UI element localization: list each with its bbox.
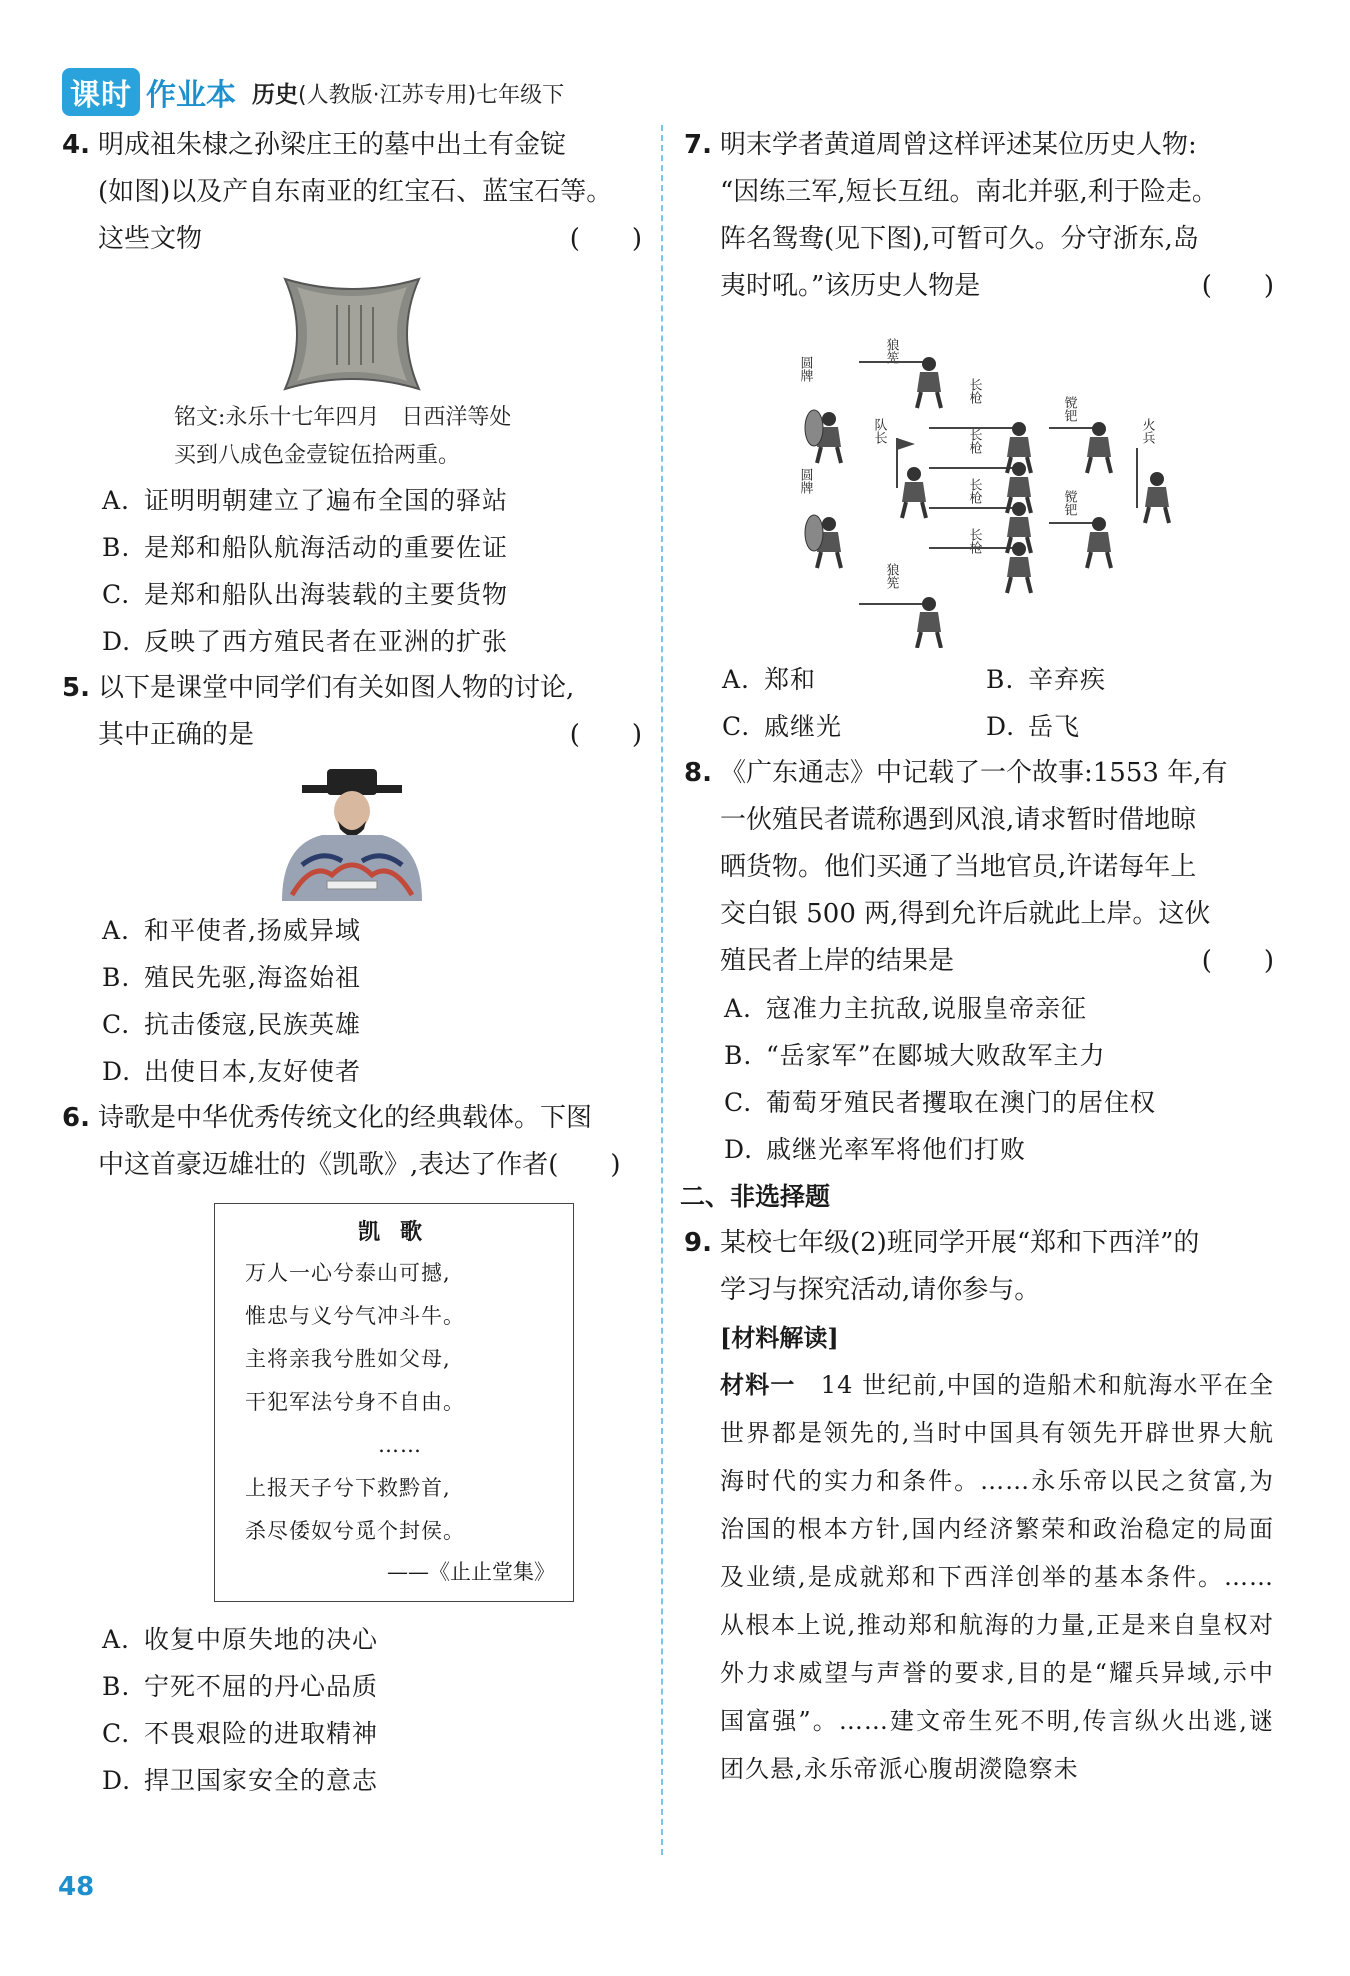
page-number: 48: [58, 1872, 95, 1902]
question-8: 8. 《广东通志》中记载了一个故事:1553 年,有 一伙殖民者谎称遇到风浪,请求暂时借地晾 晒货物。他们买通了当地官员,许诺每年上 交白银 500 两,得到允许后就此上岸。这伙 殖民者上岸的结果是 ( ) A. 寇准力主抗敌,说服皇帝亲征 B. “岳家军”在郾城大败敌军主力 C. 葡萄牙殖民者攫取在澳门的居住权 D. 戚继光率军将他们打败: [684, 750, 1274, 1173]
option-b[interactable]: B. 殖民先驱,海盗始祖: [102, 963, 361, 992]
material-text: 14 世纪前,中国的造船术和航海水平在全世界都是领先的,当时中国具有领先开辟世界大航海时代的实力和条件。……永乐帝以民之贫富,为治国的根本方针,国内经济繁荣和政治稳定的局面及业绩,是成就郑和下西洋创举的基本条件。……从根本上说,推动郑和航海的力量,正是来自皇权对外力求威望与声誉的要求,目的是“耀兵异域,示中国富强”。……建文帝生死不明,传言纵火出逃,谜团久悬,永乐帝派心腹胡濙隐察未: [720, 1371, 1275, 1783]
label-tangba-top: 镋钯: [1061, 396, 1077, 422]
poem-box: [214, 1203, 574, 1602]
option-a[interactable]: A. 寇准力主抗敌,说服皇帝亲征: [724, 994, 1087, 1023]
poem-line: 主将亲我兮胜如父母,: [245, 1347, 451, 1371]
label-changqiang-1: 长枪: [966, 378, 982, 404]
option-c[interactable]: C. 不畏艰险的进取精神: [102, 1719, 379, 1748]
option-a[interactable]: A. 郑和: [722, 665, 817, 694]
poem-line: 杀尽倭奴兮觅个封侯。: [245, 1519, 465, 1543]
label-langxian-top: 狼筅: [883, 338, 899, 364]
column-divider: [661, 125, 663, 1855]
label-yuanpai-top: 圆牌: [797, 356, 813, 382]
brand-logo: [62, 68, 236, 116]
answer-paren[interactable]: ( ): [1201, 271, 1274, 301]
option-a[interactable]: A. 证明明朝建立了遍布全国的驿站: [102, 486, 509, 515]
section-heading: 二、非选择题: [680, 1182, 831, 1211]
option-b[interactable]: B. “岳家军”在郾城大败敌军主力: [724, 1041, 1106, 1070]
question-6: 6. 诗歌是中华优秀传统文化的经典载体。下图 中这首豪迈雄壮的《凯歌》,表达了作者( ) 凯歌 万人一心兮泰山可撼, 惟忠与义兮气冲斗牛。 主将亲我兮胜如父母, 干犯军法兮身不自由。 …… 上报天子兮下救黔首, 杀尽倭奴兮觅个封侯。 ——《止止堂集》 A. 收复中原失地的决心 B. 宁死不屈的丹心品质 C. 不畏艰险的进取精神 D. 捍卫国家安全的意志: [62, 1095, 642, 1804]
option-b[interactable]: B. 辛弃疾: [986, 665, 1107, 694]
poem-line: 干犯军法兮身不自由。: [245, 1390, 465, 1414]
subject-title: 历史(人教版·江苏专用)七年级下: [252, 81, 565, 108]
q4-options: [62, 477, 642, 665]
poem-line: 万人一心兮泰山可撼,: [245, 1261, 451, 1285]
logo-text: 作业本: [146, 78, 236, 113]
option-b[interactable]: B. 是郑和船队航海活动的重要佐证: [102, 533, 509, 562]
material-heading: [材料解读]: [720, 1323, 839, 1352]
material-label: 材料一: [720, 1371, 796, 1399]
ingot-caption-2: 买到八成色金壹锭伍拾两重。: [174, 443, 461, 468]
q6-options: [62, 1616, 642, 1804]
question-5: 5. 以下是课堂中同学们有关如图人物的讨论, 其中正确的是 ( ) A. 和平使者,扬威异域 B. 殖民先驱,海盗始祖 C. 抗击倭寇,民族英雄 D. 出使日本,友好使者: [62, 665, 642, 1095]
answer-paren[interactable]: ( ): [569, 720, 642, 750]
q5-options: [62, 907, 642, 1095]
portrait-image: [62, 765, 642, 901]
label-changqiang-4: 长枪: [966, 528, 982, 554]
option-a[interactable]: A. 收复中原失地的决心: [102, 1625, 379, 1654]
label-yuanpai-bottom: 圆牌: [797, 468, 813, 494]
question-7: 7. 明末学者黄道周曾这样评述某位历史人物: “因练三军,短长互纽。南北并驱,利于险走。 阵名鸳鸯(见下图),可暂可久。分守浙东,岛 夷时吼。”该历史人物是 ( ) 狼筅 圆牌 长枪 队长 长枪 镋钯 火兵 圆牌 长枪 镋钯 长枪 狼筅 A. 郑和 B. 辛弃疾 C. 戚继光 D. 岳飞: [684, 122, 1274, 750]
q8-options: [684, 985, 1274, 1173]
poem-source: ——《止止堂集》: [387, 1560, 555, 1584]
question-9: 9. 某校七年级(2)班同学开展“郑和下西洋”的 学习与探究活动,请你参与。 [材料解读] 材料一 14 世纪前,中国的造船术和航海水平在全世界都是领先的,当时中国具有领先开辟世界大航海时代的实力和条件。……永乐帝以民之贫富,为治国的根本方针,国内经济繁荣和政治稳定的局面及业绩,是成就郑和下西洋创举的基本条件。……从根本上说,推动郑和航海的力量,正是来自皇权对外力求威望与声誉的要求,目的是“耀兵异域,示中国富强”。……建文帝生死不明,传言纵火出逃,谜团久悬,永乐帝派心腹胡濙隐察未: [684, 1220, 1274, 1793]
poem-title: 凯歌: [357, 1219, 442, 1245]
option-d[interactable]: D. 岳飞: [986, 712, 1081, 741]
label-duizhang: 队长: [871, 418, 887, 444]
answer-paren[interactable]: ( ): [569, 224, 642, 254]
label-tangba-bottom: 镋钯: [1061, 490, 1077, 516]
poem-line: ……: [378, 1433, 422, 1457]
material-one: [684, 1361, 1274, 1793]
gold-ingot-image: [62, 275, 642, 393]
question-4: 4. 明成祖朱棣之孙梁庄王的墓中出土有金锭 (如图)以及产自东南亚的红宝石、蓝宝石等。 这些文物 ( ) 铭文:永乐十七年四月 日西洋等处 买到八成色金壹锭伍拾两重。 A. 证明明朝建立了遍布全国的驿站 B. 是郑和船队航海活动的重要佐证 C. 是郑和船队出海装载的主要货物 D. 反映了西方殖民者在亚洲的扩张: [62, 122, 642, 665]
label-langxian-bottom: 狼筅: [883, 563, 899, 589]
label-changqiang-3: 长枪: [966, 478, 982, 504]
option-d[interactable]: D. 出使日本,友好使者: [102, 1057, 361, 1086]
page-header: [62, 70, 564, 114]
label-changqiang-2: 长枪: [966, 428, 982, 454]
option-d[interactable]: D. 捍卫国家安全的意志: [102, 1766, 379, 1795]
option-d[interactable]: D. 反映了西方殖民者在亚洲的扩张: [102, 627, 509, 656]
label-huobing: 火兵: [1139, 418, 1155, 444]
option-c[interactable]: C. 是郑和船队出海装载的主要货物: [102, 580, 509, 609]
ingot-caption-1: 铭文:永乐十七年四月 日西洋等处: [174, 405, 512, 430]
option-c[interactable]: C. 葡萄牙殖民者攫取在澳门的居住权: [724, 1088, 1157, 1117]
option-c[interactable]: C. 抗击倭寇,民族英雄: [102, 1010, 361, 1039]
left-column: [62, 122, 642, 1804]
yuanyang-formation-diagram: [684, 318, 1274, 648]
poem-line: 惟忠与义兮气冲斗牛。: [245, 1304, 465, 1328]
option-d[interactable]: D. 戚继光率军将他们打败: [724, 1135, 1027, 1164]
option-a[interactable]: A. 和平使者,扬威异域: [102, 916, 361, 945]
logo-box: 课时: [62, 68, 140, 116]
option-b[interactable]: B. 宁死不屈的丹心品质: [102, 1672, 379, 1701]
q7-options: [684, 656, 1274, 750]
poem-line: 上报天子兮下救黔首,: [245, 1476, 451, 1500]
option-c[interactable]: C. 戚继光: [722, 712, 843, 741]
right-column: [680, 122, 1275, 1793]
answer-paren[interactable]: ( ): [1201, 946, 1274, 976]
